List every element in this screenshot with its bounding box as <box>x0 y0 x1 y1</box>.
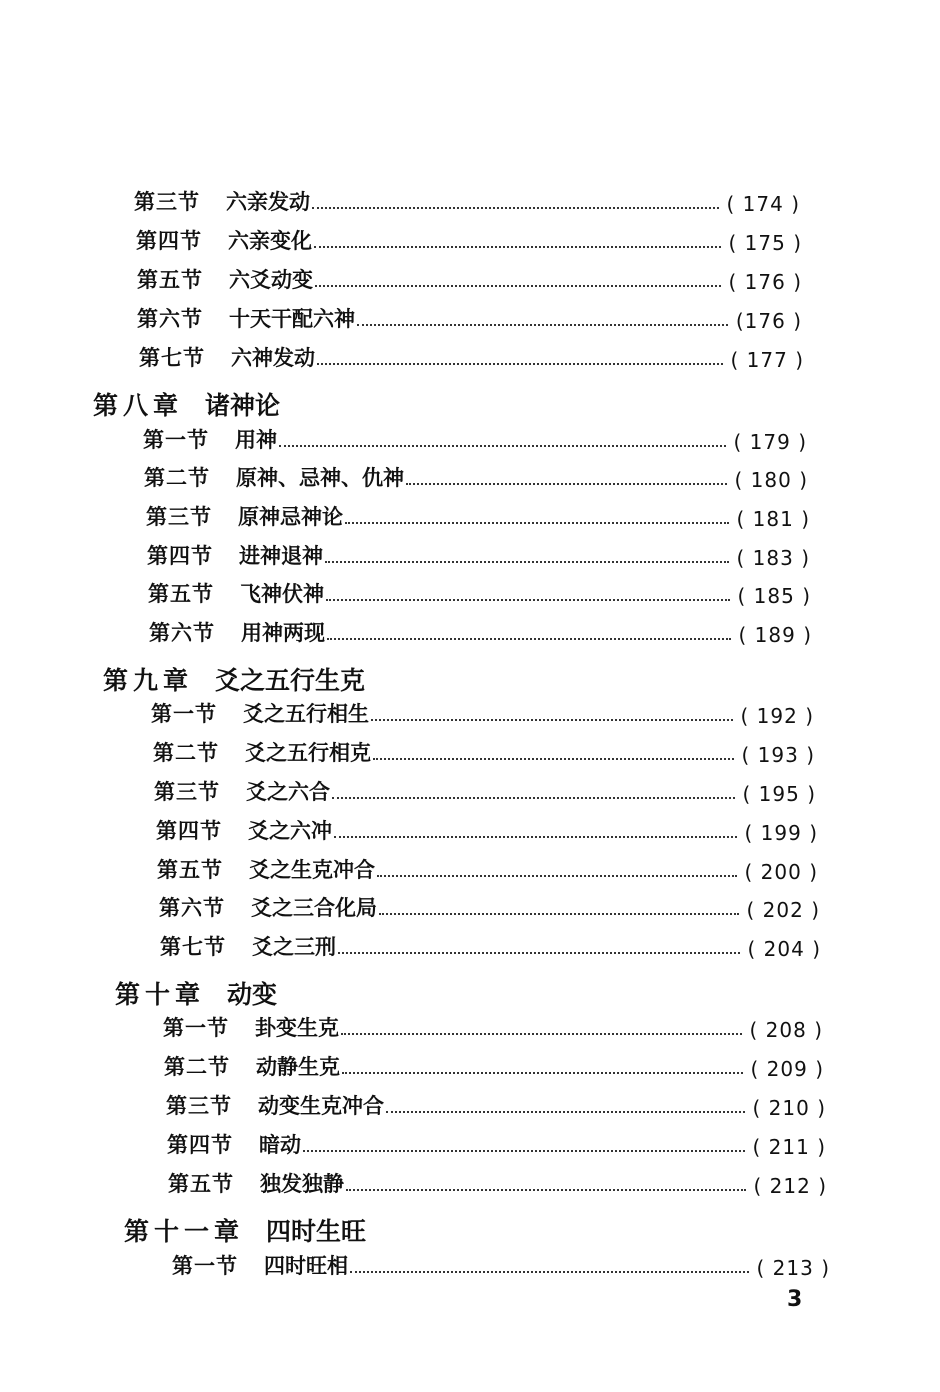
toc-section[interactable] <box>146 495 810 531</box>
section-page: ( 195 ) <box>742 782 816 806</box>
toc-section[interactable] <box>139 336 804 372</box>
toc-section[interactable] <box>163 1006 823 1042</box>
section-title: 六爻动变 <box>229 267 313 292</box>
toc-section[interactable] <box>166 1084 826 1120</box>
dot-leader <box>317 363 723 365</box>
chapter-number: 第十章 <box>115 980 206 1009</box>
toc-section[interactable] <box>137 297 802 333</box>
section-number: 第三节 <box>154 779 220 804</box>
toc-section[interactable] <box>154 770 816 806</box>
section-title: 爻之六冲 <box>248 818 332 843</box>
section-number: 第六节 <box>149 620 215 645</box>
section-page: ( 200 ) <box>744 860 818 884</box>
section-title: 爻之五行相克 <box>245 740 371 765</box>
dot-leader <box>326 599 730 601</box>
toc-section[interactable] <box>159 886 820 922</box>
page-number: 3 <box>787 1287 803 1312</box>
toc-section[interactable] <box>172 1244 830 1280</box>
dot-leader <box>303 1150 745 1152</box>
section-page: ( 183 ) <box>736 546 810 570</box>
section-title: 用神 <box>235 427 277 452</box>
section-page: ( 199 ) <box>744 821 818 845</box>
dot-leader <box>327 638 731 640</box>
section-page: ( 189 ) <box>738 623 812 647</box>
section-title: 四时旺相 <box>264 1253 348 1278</box>
section-title: 动变生克冲合 <box>258 1093 384 1118</box>
section-number: 第四节 <box>147 543 213 568</box>
section-title: 卦变生克 <box>255 1015 339 1040</box>
section-title: 原神、忌神、仇神 <box>236 465 404 490</box>
section-page: ( 185 ) <box>737 584 811 608</box>
section-number: 第二节 <box>153 740 219 765</box>
section-page: ( 192 ) <box>740 704 814 728</box>
section-page: (176 ) <box>735 309 802 333</box>
chapter-title: 动变 <box>227 980 278 1009</box>
dot-leader <box>332 797 735 799</box>
section-title: 进神退神 <box>239 543 323 568</box>
toc-section[interactable] <box>164 1045 824 1081</box>
dot-leader <box>377 875 737 877</box>
section-title: 爻之五行相生 <box>243 701 369 726</box>
dot-leader <box>345 522 729 524</box>
section-number: 第四节 <box>156 818 222 843</box>
section-page: ( 204 ) <box>747 937 821 961</box>
section-number: 第一节 <box>143 427 209 452</box>
chapter-number: 第九章 <box>103 666 194 695</box>
toc-section[interactable] <box>160 925 821 961</box>
toc-section[interactable] <box>134 180 800 216</box>
dot-leader <box>357 324 728 326</box>
section-title: 用神两现 <box>241 620 325 645</box>
section-page: ( 212 ) <box>753 1174 827 1198</box>
chapter-number: 第八章 <box>93 391 184 420</box>
section-page: ( 193 ) <box>741 743 815 767</box>
dot-leader <box>346 1189 746 1191</box>
chapter-number: 第十一章 <box>124 1217 245 1246</box>
dot-leader <box>406 483 727 485</box>
dot-leader <box>373 758 734 760</box>
section-title: 六亲变化 <box>228 228 312 253</box>
section-number: 第六节 <box>159 895 225 920</box>
section-number: 第二节 <box>144 465 210 490</box>
section-page: ( 213 ) <box>756 1256 830 1280</box>
section-page: ( 174 ) <box>726 192 800 216</box>
dot-leader <box>386 1111 745 1113</box>
dot-leader <box>279 445 726 447</box>
toc-section[interactable] <box>148 572 811 608</box>
section-page: ( 209 ) <box>750 1057 824 1081</box>
section-number: 第三节 <box>134 189 200 214</box>
section-title: 飞神伏神 <box>240 581 324 606</box>
dot-leader <box>312 207 719 209</box>
section-title: 爻之三合化局 <box>251 895 377 920</box>
toc-section[interactable] <box>151 692 814 728</box>
section-title: 独发独静 <box>260 1171 344 1196</box>
dot-leader <box>342 1072 743 1074</box>
toc-section[interactable] <box>156 809 818 845</box>
section-number: 第六节 <box>137 306 203 331</box>
section-number: 第七节 <box>160 934 226 959</box>
dot-leader <box>338 952 740 954</box>
section-page: ( 208 ) <box>749 1018 823 1042</box>
dot-leader <box>379 913 739 915</box>
toc-chapter[interactable] <box>115 971 277 1011</box>
dot-leader <box>350 1271 749 1273</box>
section-number: 第四节 <box>136 228 202 253</box>
toc-section[interactable] <box>147 534 810 570</box>
section-number: 第七节 <box>139 345 205 370</box>
section-title: 爻之六合 <box>246 779 330 804</box>
dot-leader <box>325 561 729 563</box>
chapter-title: 爻之五行生克 <box>215 666 366 695</box>
dot-leader <box>334 836 737 838</box>
toc-section[interactable] <box>149 611 812 647</box>
toc-section[interactable] <box>167 1123 826 1159</box>
section-number: 第三节 <box>166 1093 232 1118</box>
dot-leader <box>315 285 721 287</box>
toc-section[interactable] <box>136 219 802 255</box>
section-number: 第五节 <box>137 267 203 292</box>
section-page: ( 202 ) <box>746 898 820 922</box>
section-title: 暗动 <box>259 1132 301 1157</box>
chapter-title: 诸神论 <box>205 391 281 420</box>
toc-chapter[interactable] <box>124 1208 366 1248</box>
section-title: 爻之三刑 <box>252 934 336 959</box>
section-page: ( 181 ) <box>736 507 810 531</box>
section-number: 第一节 <box>151 701 217 726</box>
section-page: ( 180 ) <box>734 468 808 492</box>
section-number: 第五节 <box>168 1171 234 1196</box>
section-number: 第五节 <box>148 581 214 606</box>
chapter-title: 四时生旺 <box>266 1217 367 1246</box>
section-number: 第四节 <box>167 1132 233 1157</box>
section-page: ( 176 ) <box>728 270 802 294</box>
section-number: 第二节 <box>164 1054 230 1079</box>
section-number: 第一节 <box>163 1015 229 1040</box>
toc-section[interactable] <box>168 1162 827 1198</box>
section-title: 动静生克 <box>256 1054 340 1079</box>
dot-leader <box>371 719 733 721</box>
dot-leader <box>314 246 721 248</box>
section-page: ( 210 ) <box>752 1096 826 1120</box>
section-number: 第三节 <box>146 504 212 529</box>
toc-chapter[interactable] <box>103 657 365 697</box>
section-page: ( 211 ) <box>752 1135 826 1159</box>
section-title: 爻之生克冲合 <box>249 857 375 882</box>
toc-section[interactable] <box>157 848 818 884</box>
toc-section[interactable] <box>144 456 808 492</box>
section-title: 六亲发动 <box>226 189 310 214</box>
dot-leader <box>341 1033 742 1035</box>
toc-section[interactable] <box>137 258 802 294</box>
section-title: 六神发动 <box>231 345 315 370</box>
section-page: ( 179 ) <box>733 430 807 454</box>
toc-section[interactable] <box>143 418 807 454</box>
section-page: ( 175 ) <box>728 231 802 255</box>
section-page: ( 177 ) <box>730 348 804 372</box>
section-title: 原神忌神论 <box>238 504 343 529</box>
section-number: 第五节 <box>157 857 223 882</box>
section-title: 十天干配六神 <box>229 306 355 331</box>
section-number: 第一节 <box>172 1253 238 1278</box>
toc-section[interactable] <box>153 731 815 767</box>
toc-chapter[interactable] <box>93 382 280 422</box>
